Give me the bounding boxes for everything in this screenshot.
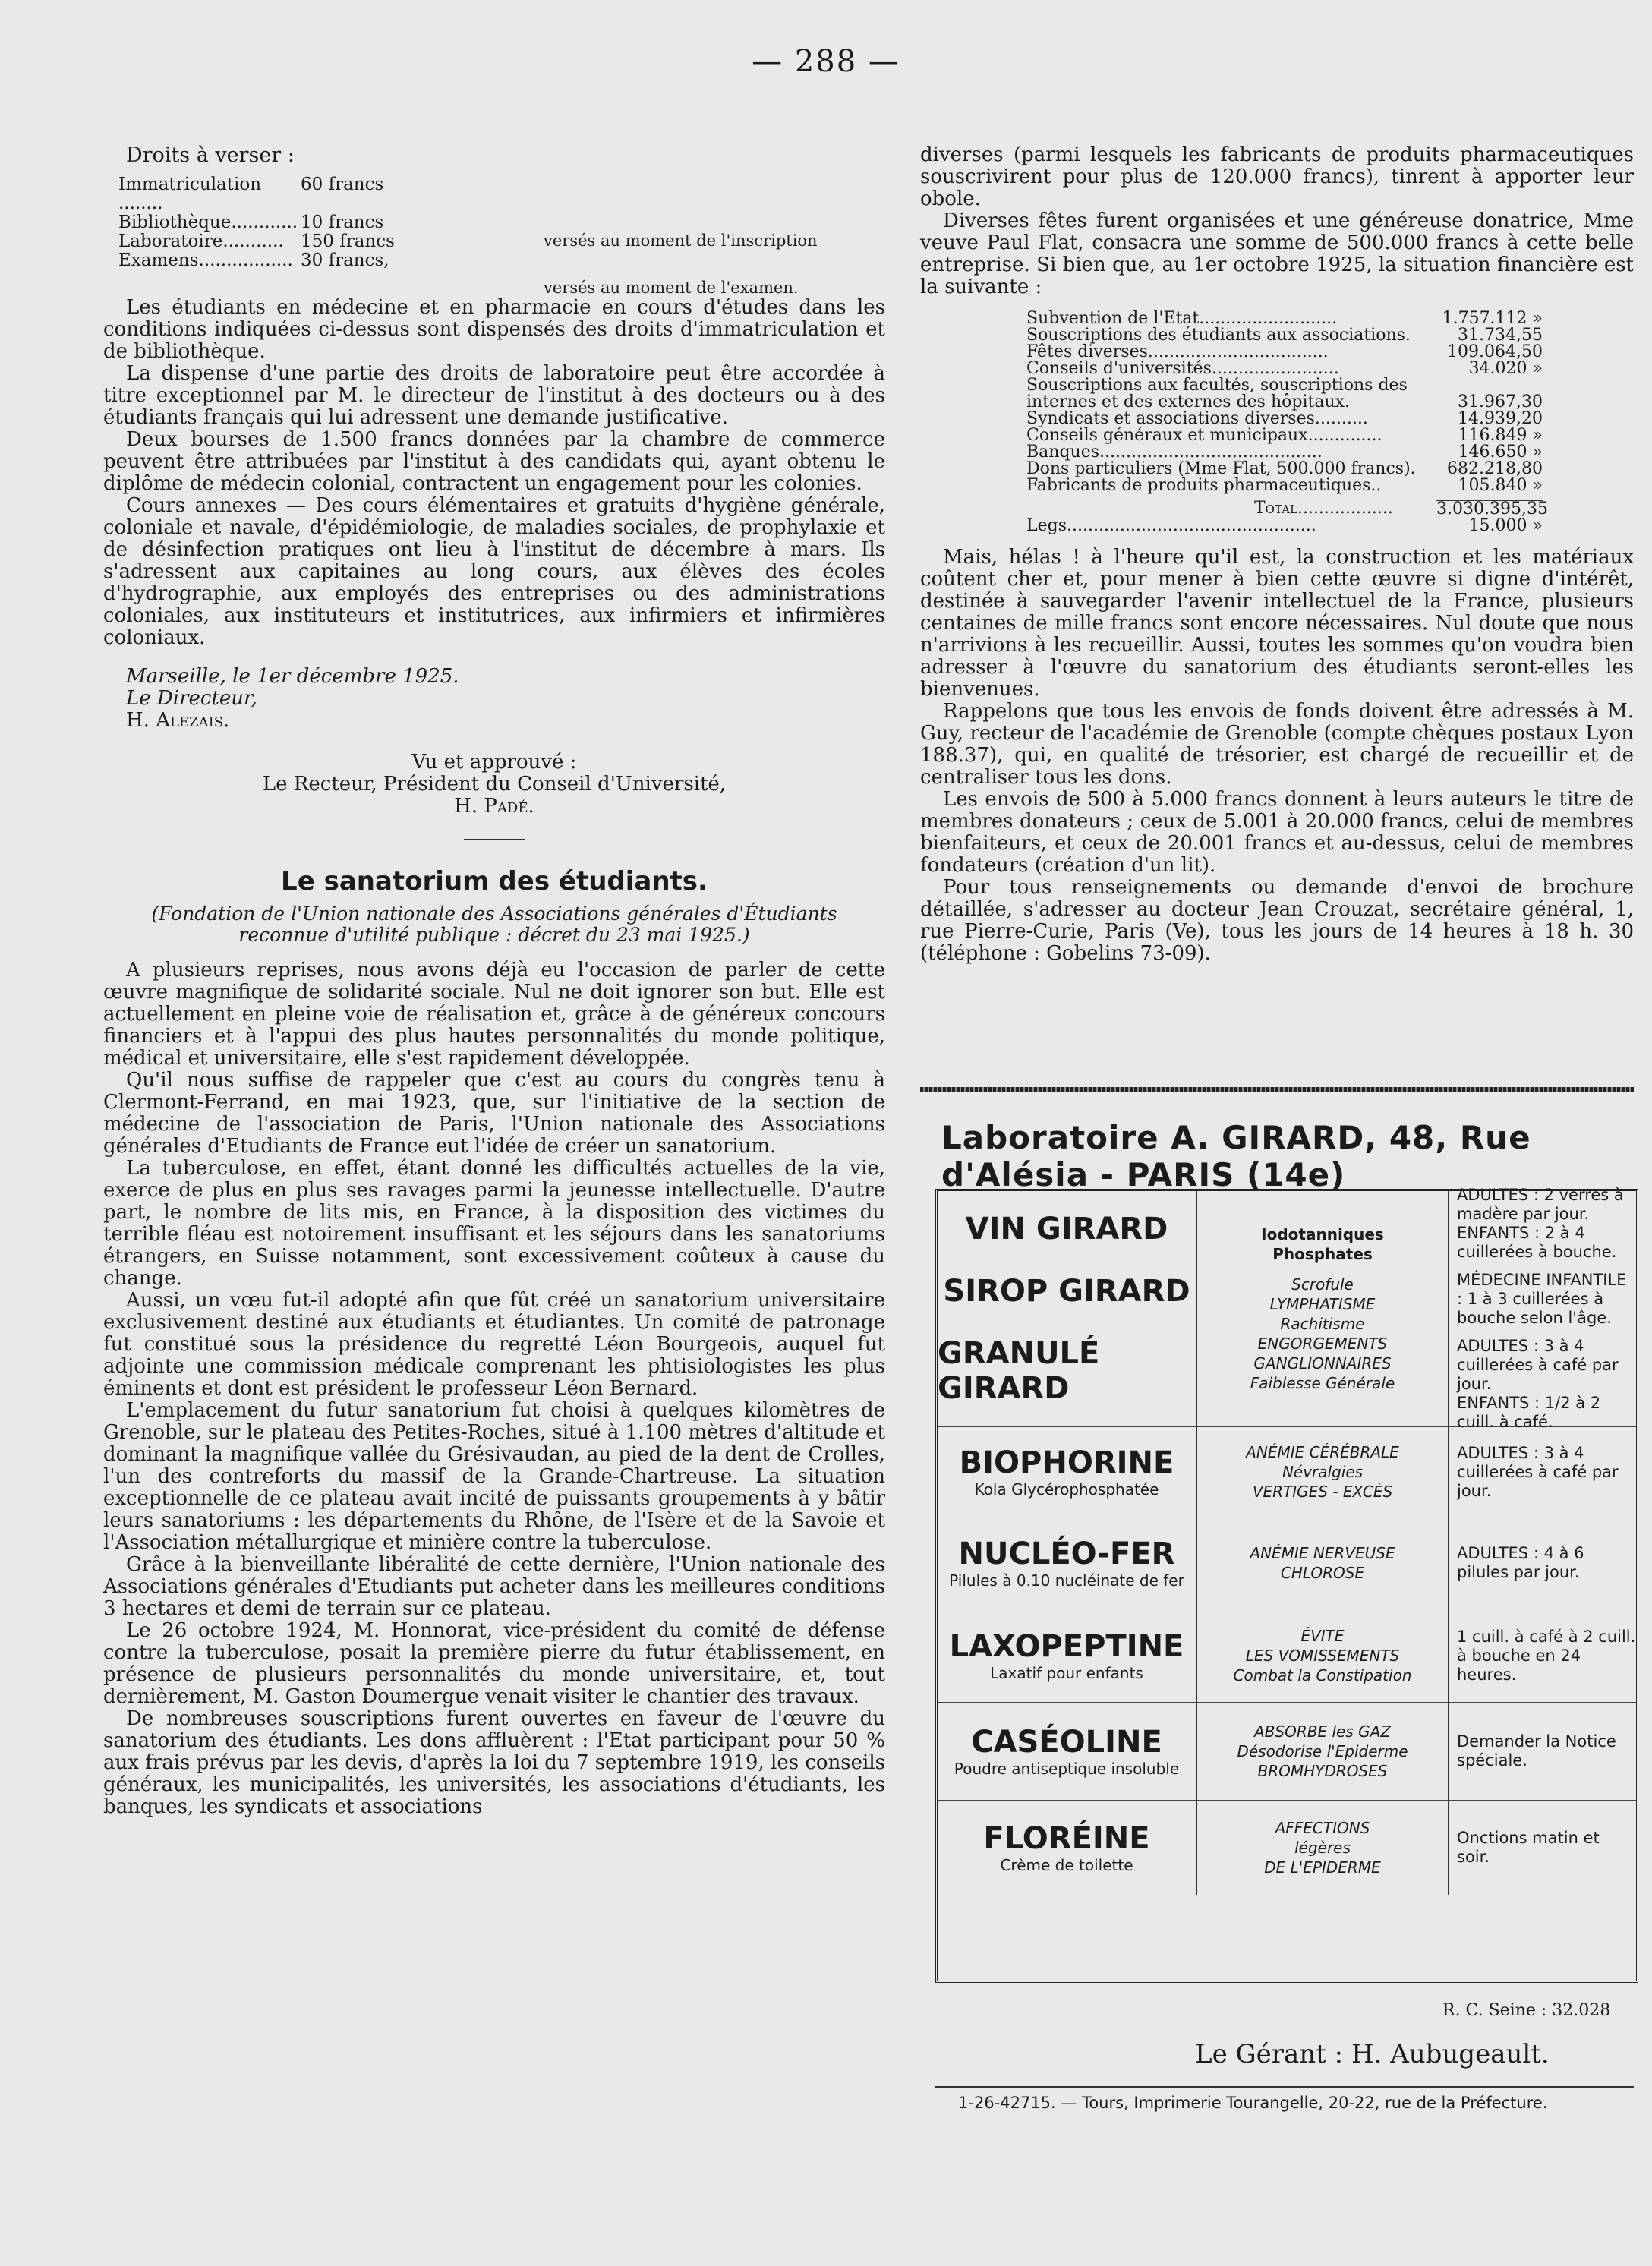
approval-block: [103, 752, 885, 818]
approval-line: Vu et approuvé :: [411, 751, 577, 774]
ad-row: [938, 1801, 1636, 1895]
ledger-amount: 31.734,55: [1458, 326, 1543, 345]
ledger-total-row: [1026, 499, 1548, 518]
body-paragraph: Les étudiants en médecine et en pharmacie en cours d'études dans les conditions indiquées ci-dessus sont dispensés des droits d'immatriculation et de bibliothèque.: [103, 296, 885, 363]
ad-indications: [1197, 1609, 1449, 1702]
indication-line: Faiblesse Générale: [1250, 1374, 1395, 1392]
body-paragraph: La dispense d'une partie des droits de laboratoire peut être accordée à titre exceptionnel par M. le directeur de l'institut à des docteurs ou à des étudiants français qui lui adressent une demande justificative.: [103, 362, 885, 429]
signature-place-date: Marseille, le 1er décembre 1925.: [126, 665, 459, 688]
ledger-label: Fabricants de produits pharmaceutiques..: [1026, 476, 1382, 495]
ledger-amount: 116.849 »: [1458, 426, 1543, 445]
ad-row: [938, 1427, 1636, 1517]
body-paragraph: Grâce à la bienveillante libéralité de cette dernière, l'Union nationale des Associations générales d'Etudiants put acheter dans les meilleures conditions 3 hectares et demi de terrain sur ce plateau.: [103, 1553, 885, 1620]
indication-line: DE L'EPIDERME: [1264, 1858, 1381, 1877]
ledger-total-label: Total..................: [1254, 499, 1393, 518]
ad-indications: [1197, 1801, 1449, 1895]
advertisement-box: [935, 1186, 1638, 1983]
fee-amount: 10 francs: [301, 213, 384, 232]
ad-dosage: [1449, 1801, 1636, 1895]
dosage-line: ENFANTS : 2 à 4 cuillerées à bouche.: [1457, 1224, 1617, 1261]
body-paragraph: Aussi, un vœu fut-il adopté afin que fût créé un sanatorium universitaire exclusivement destiné aux étudiants et étudiantes. Un comité de patronage fut constitué sous la présidence du regretté Léon Bourgeois, auquel fut adjointe une commission médicale comprenant les phtisiologistes les plus éminents et dont est président le professeur Léon Bernard.: [103, 1289, 885, 1400]
ledger-label: Conseils d'universités........................: [1026, 359, 1339, 378]
body-paragraph: Diverses fêtes furent organisées et une généreuse donatrice, Mme veuve Paul Flat, consacra une somme de 500.000 francs à cette belle entreprise. Si bien que, au 1er octobre 1925, la situation financière est la suivante :: [920, 210, 1634, 298]
ad-dosage: [1449, 1609, 1636, 1702]
product-name: BIOPHORINE: [959, 1445, 1174, 1480]
body-paragraph: Le 26 octobre 1924, M. Honnorat, vice-président du comité de défense contre la tuberculose, posait la première pierre du futur établissement, en présence de plusieurs personnalités du monde universitaire, et, tout dernièrement, M. Gaston Doumergue venait visiter le chantier des travaux.: [103, 1619, 885, 1708]
body-paragraph: Cours annexes — Des cours élémentaires et gratuits d'hygiène générale, coloniale et navale, d'épidémiologie, de maladies sociales, de prophylaxie et de désinfection pratiques ont lieu à l'institut de décembre à mars. Ils s'adressent aux capitaines au long cours, aux élèves des écoles d'hydrographie, aux employés des entreprises ou des administrations coloniales, aux instituteurs et institutrices, aux infirmiers et infirmières coloniaux.: [103, 494, 885, 649]
ledger-row: [1026, 310, 1543, 327]
fee-amount: 30 francs,: [301, 251, 389, 270]
body-paragraph: Rappelons que tous les envois de fonds doivent être adressés à M. Guy, recteur de l'académie de Grenoble (compte chèques postaux Lyon 188.37), qui, en qualité de trésorier, est chargé de recueillir et de centraliser tous les dons.: [920, 700, 1634, 789]
ledger-label: Souscriptions aux facultés, souscriptions des internes et des externes des hôpitaux.: [1026, 376, 1408, 411]
dosage-line: ENFANTS : 1/2 à 2 cuill. à café.: [1457, 1394, 1601, 1431]
product-name: GRANULÉ GIRARD: [938, 1336, 1100, 1406]
body-paragraph: Qu'il nous suffise de rappeler que c'est au cours du congrès tenu à Clermont-Ferrand, en mai 1923, que, sur l'initiative de la section de médecine de l'association de Paris, l'Union nationale des Associations générales d'Etudiants de France eut l'idée de créer un sanatorium.: [103, 1069, 885, 1158]
indication-line: GANGLIONNAIRES: [1253, 1354, 1392, 1373]
ledger-amount: 1.757.112 »: [1442, 309, 1543, 328]
ad-row: [938, 1703, 1636, 1801]
dosage-line: 1 cuill. à café à 2 cuill. à bouche en 24 heures.: [1457, 1627, 1636, 1684]
fee-row: [118, 251, 885, 270]
ledger-row: [1026, 344, 1543, 361]
dosage-line: ADULTES : 3 à 4 cuillerées à café par jour.: [1457, 1337, 1619, 1393]
ledger-label: Subvention de l'Etat..........................: [1026, 309, 1338, 328]
ledger-label: Fêtes diverses..................................: [1026, 342, 1329, 361]
approval-line: Le Recteur, Président du Conseil d'Université,: [262, 773, 727, 796]
indication-line: légères: [1294, 1839, 1351, 1857]
ad-dosage: [1449, 1427, 1636, 1517]
product-subtitle: Laxatif pour enfants: [990, 1664, 1143, 1682]
ledger-amount: 14.939,20: [1458, 409, 1543, 428]
fee-amount: 150 francs: [301, 232, 395, 251]
fee-row: [118, 213, 885, 232]
divider: [464, 839, 525, 840]
ad-indications: [1197, 1703, 1449, 1800]
ledger-row: [1026, 361, 1543, 377]
indication-line: CHLOROSE: [1280, 1564, 1365, 1582]
ledger-amount: 105.840 »: [1458, 476, 1543, 495]
ledger-total-amount: 3.030.395,35: [1436, 500, 1548, 518]
product-subtitle: Poudre antiseptique insoluble: [954, 1760, 1180, 1778]
financial-ledger: [1026, 309, 1548, 535]
indication-line: ABSORBE les GAZ: [1254, 1722, 1391, 1741]
ledger-label: Dons particuliers (Mme Flat, 500.000 francs).: [1026, 459, 1416, 478]
ledger-row: [1026, 411, 1543, 427]
product-subtitle: Pilules à 0.10 nucléinate de fer: [949, 1571, 1184, 1590]
body-paragraph: A plusieurs reprises, nous avons déjà eu l'occasion de parler de cette œuvre magnifique de solidarité sociale. Nul ne doit ignorer son but. Elle est actuellement en pleine voie de réalisation et, grâce à de généreux concours financiers et à l'appui des plus hautes personnalités du monde politique, médical et universitaire, elle s'est rapidement développée.: [103, 959, 885, 1070]
right-column: [920, 144, 1634, 965]
article-subtitle: (Fondation de l'Union nationale des Associations générales d'Étudiants reconnue d'utilité publique : décret du 23 mai 1925.): [151, 903, 837, 946]
body-paragraph: Pour tous renseignements ou demande d'envoi de brochure détaillée, s'adresser au docteur Jean Crouzat, secrétaire général, 1, rue Pierre-Curie, Paris (Ve), tous les jours de 14 heures à 18 h. 30 (téléphone : Gobelins 73-09).: [920, 876, 1634, 965]
product-name: VIN GIRARD: [965, 1212, 1168, 1246]
body-paragraph: L'emplacement du futur sanatorium fut choisi à quelques kilomètres de Grenoble, sur le plateau des Petites-Roches, situé à 1.100 mètres d'altitude et dominant la magnifique vallée du Grésivaudan, au pied de la dent de Crolles, l'un des contreforts du massif de la Grande-Chartreuse. La situation exceptionnelle de ce plateau avait incité de puissants groupements à y bâtir leurs sanatoriums : les départements du Rhône, de l'Isère et de la Savoie et l'Association métallurgique et minière contre la tuberculose.: [103, 1399, 885, 1554]
indication-line: ÉVITE: [1300, 1627, 1345, 1645]
fees-table: [118, 175, 885, 297]
ledger-label: Souscriptions des étudiants aux associations.: [1026, 326, 1411, 345]
dosage-line: ADULTES : 2 verres à madère par jour.: [1457, 1186, 1624, 1223]
product-name: SIROP GIRARD: [943, 1274, 1190, 1309]
ad-row: [938, 1186, 1636, 1431]
body-paragraph: diverses (parmi lesquels les fabricants de produits pharmaceutiques souscrivirent pour plus de 120.000 francs), tinrent à apporter leur obole.: [920, 143, 1634, 210]
ledger-row: [1026, 461, 1543, 477]
ledger-row: [1026, 427, 1543, 444]
printer-rule: [935, 2086, 1634, 2088]
ledger-amount: 31.967,30: [1458, 392, 1543, 411]
rc-seine: R. C. Seine : 32.028: [1442, 2001, 1611, 2020]
product-name: LAXOPEPTINE: [949, 1629, 1184, 1664]
dosage-line: ADULTES : 4 à 6 pilules par jour.: [1457, 1544, 1584, 1581]
fees-title: Droits à verser :: [126, 143, 295, 167]
indication-line: BROMHYDROSES: [1257, 1762, 1388, 1780]
ad-row: [938, 1609, 1636, 1703]
left-column: [103, 144, 885, 1818]
product-subtitle: Crème de toilette: [1000, 1856, 1133, 1874]
ledger-amount: 109.064,50: [1447, 342, 1543, 361]
ledger-label: Banques..........................................: [1026, 443, 1323, 462]
product-name: NUCLÉO-FER: [958, 1536, 1175, 1571]
ad-products: [938, 1703, 1197, 1800]
ledger-row: [1026, 444, 1543, 461]
dosage-line: MÉDECINE INFANTILE : 1 à 3 cuillerées à bouche selon l'âge.: [1457, 1271, 1627, 1327]
indication-line: ANÉMIE NERVEUSE: [1250, 1544, 1395, 1562]
indication-line: Combat la Constipation: [1233, 1666, 1412, 1685]
ad-indications: [1197, 1427, 1449, 1517]
body-paragraph: Deux bourses de 1.500 francs données par la chambre de commerce peuvent être attribuées par l'institut à des candidats qui, ayant obtenu le diplôme de médecin colonial, contractent un engagement pour les colonies.: [103, 428, 885, 495]
fee-amount: 60 francs: [301, 175, 384, 194]
fee-note-inscription: versés au moment de l'inscription: [544, 232, 818, 250]
product-name: FLORÉINE: [983, 1821, 1150, 1856]
indication-line: Phosphates: [1272, 1245, 1373, 1263]
ad-dosage: [1449, 1517, 1636, 1609]
fee-note-exam: versés au moment de l'examen.: [544, 279, 799, 297]
indication-line: Scrofule: [1291, 1275, 1354, 1294]
indication-line: ENGORGEMENTS: [1257, 1335, 1388, 1353]
ad-indications: [1197, 1517, 1449, 1609]
fee-row: [118, 175, 885, 213]
ad-header: Laboratoire A. GIRARD, 48, Rue d'Alésia - PARIS (14e): [941, 1119, 1531, 1193]
gerant-line: Le Gérant : H. Aubugeault.: [1195, 2039, 1550, 2069]
fee-label: Examens.................: [118, 251, 293, 270]
article-title: Le sanatorium des étudiants.: [281, 866, 708, 897]
product-subtitle: Kola Glycérophosphatée: [974, 1480, 1159, 1499]
approval-name: H. Padé.: [454, 795, 534, 818]
dosage-line: ADULTES : 3 à 4 cuillerées à café par jour.: [1457, 1443, 1619, 1500]
indication-line: Désodorise l'Epiderme: [1237, 1742, 1408, 1760]
indication-line: VERTIGES - EXCÈS: [1252, 1483, 1393, 1501]
signature-block: [103, 666, 885, 732]
ledger-row: [1026, 327, 1543, 344]
body-paragraph: Les envois de 500 à 5.000 francs donnent à leurs auteurs le titre de membres donateurs ; ceux de 5.001 à 20.000 francs, celui de membres bienfaiteurs, et ceux de 20.001 francs et au-dessus, celui de membres fondateurs (création d'un lit).: [920, 788, 1634, 877]
ad-products: [938, 1517, 1197, 1609]
dosage-line: Demander la Notice spéciale.: [1457, 1732, 1616, 1770]
printer-line: 1-26-42715. — Tours, Imprimerie Tourangelle, 20-22, rue de la Préfecture.: [958, 2094, 1548, 2112]
fee-label: Immatriculation ........: [118, 175, 262, 213]
ledger-amount: 34.020 »: [1468, 359, 1543, 378]
body-paragraph: Mais, hélas ! à l'heure qu'il est, la construction et les matériaux coûtent cher et, pour mener à bien cette œuvre si digne d'intérêt, destinée à sauvegarder l'avenir intellectuel de la France, plusieurs centaines de mille francs sont encore nécessaires. Nul doute que nous n'arrivions à les recueillir. Aussi, toutes les sommes qu'on voudra bien adresser à l'œuvre du sanatorium des étudiants seront-elles les bienvenues.: [920, 546, 1634, 701]
ledger-label: Conseils généraux et municipaux..............: [1026, 426, 1382, 445]
signature-role: Le Directeur,: [126, 687, 257, 710]
ad-products: [938, 1191, 1197, 1426]
indication-line: Iodotanniques: [1261, 1225, 1384, 1243]
ledger-label: Syndicats et associations diverses..........: [1026, 409, 1368, 428]
ledger-legs-amount: 15.000 »: [1468, 516, 1543, 535]
indication-line: Névralgies: [1282, 1463, 1364, 1481]
body-paragraph: La tuberculose, en effet, étant donné les difficultés actuelles de la vie, exerce de plus en plus ses ravages parmi la jeunesse intellectuelle. D'autre part, le nombre de lits mis, en France, à la disposition des victimes du terrible fléau est notoirement insuffisant et les séjours dans les sanatoriums étrangers, en Suisse notamment, sont excessivement coûteux à cause du change.: [103, 1157, 885, 1290]
body-paragraph: De nombreuses souscriptions furent ouvertes en faveur de l'œuvre du sanatorium des étudiants. Les dons affluèrent : l'Etat participant pour 50 % aux frais prévus par les devis, d'après la loi du 7 septembre 1919, les conseils généraux, les municipalités, les universités, les associations d'étudiants, les banques, les syndicats et associations: [103, 1707, 885, 1818]
ad-indications: [1197, 1191, 1449, 1426]
ledger-amount: 682.218,80: [1447, 459, 1543, 478]
fee-label: Laboratoire...........: [118, 232, 284, 251]
ledger-legs-row: [1026, 518, 1543, 534]
ad-separator-rule: [920, 1087, 1634, 1092]
indication-line: LES VOMISSEMENTS: [1245, 1647, 1400, 1665]
indication-line: Rachitisme: [1280, 1315, 1365, 1333]
product-name: CASÉOLINE: [971, 1725, 1162, 1760]
ad-products: [938, 1609, 1197, 1702]
ledger-row: [1026, 477, 1543, 494]
indication-line: AFFECTIONS: [1275, 1819, 1370, 1837]
dosage-line: Onctions matin et soir.: [1457, 1829, 1600, 1866]
ad-products: [938, 1427, 1197, 1517]
ledger-row: [1026, 377, 1543, 411]
indication-line: ANÉMIE CÉRÉBRALE: [1246, 1443, 1399, 1461]
ad-products: [938, 1801, 1197, 1895]
page-number: — 288 —: [752, 44, 900, 79]
indication-line: LYMPHATISME: [1269, 1295, 1376, 1313]
ad-dosage: [1449, 1186, 1636, 1431]
signature-name: H. Alezais.: [126, 709, 230, 732]
ledger-legs-label: Legs...............................................: [1026, 516, 1316, 535]
ledger-amount: 146.650 »: [1458, 443, 1543, 462]
ad-dosage: [1449, 1703, 1636, 1800]
ad-row: [938, 1517, 1636, 1609]
fee-label: Bibliothèque............: [118, 213, 298, 232]
